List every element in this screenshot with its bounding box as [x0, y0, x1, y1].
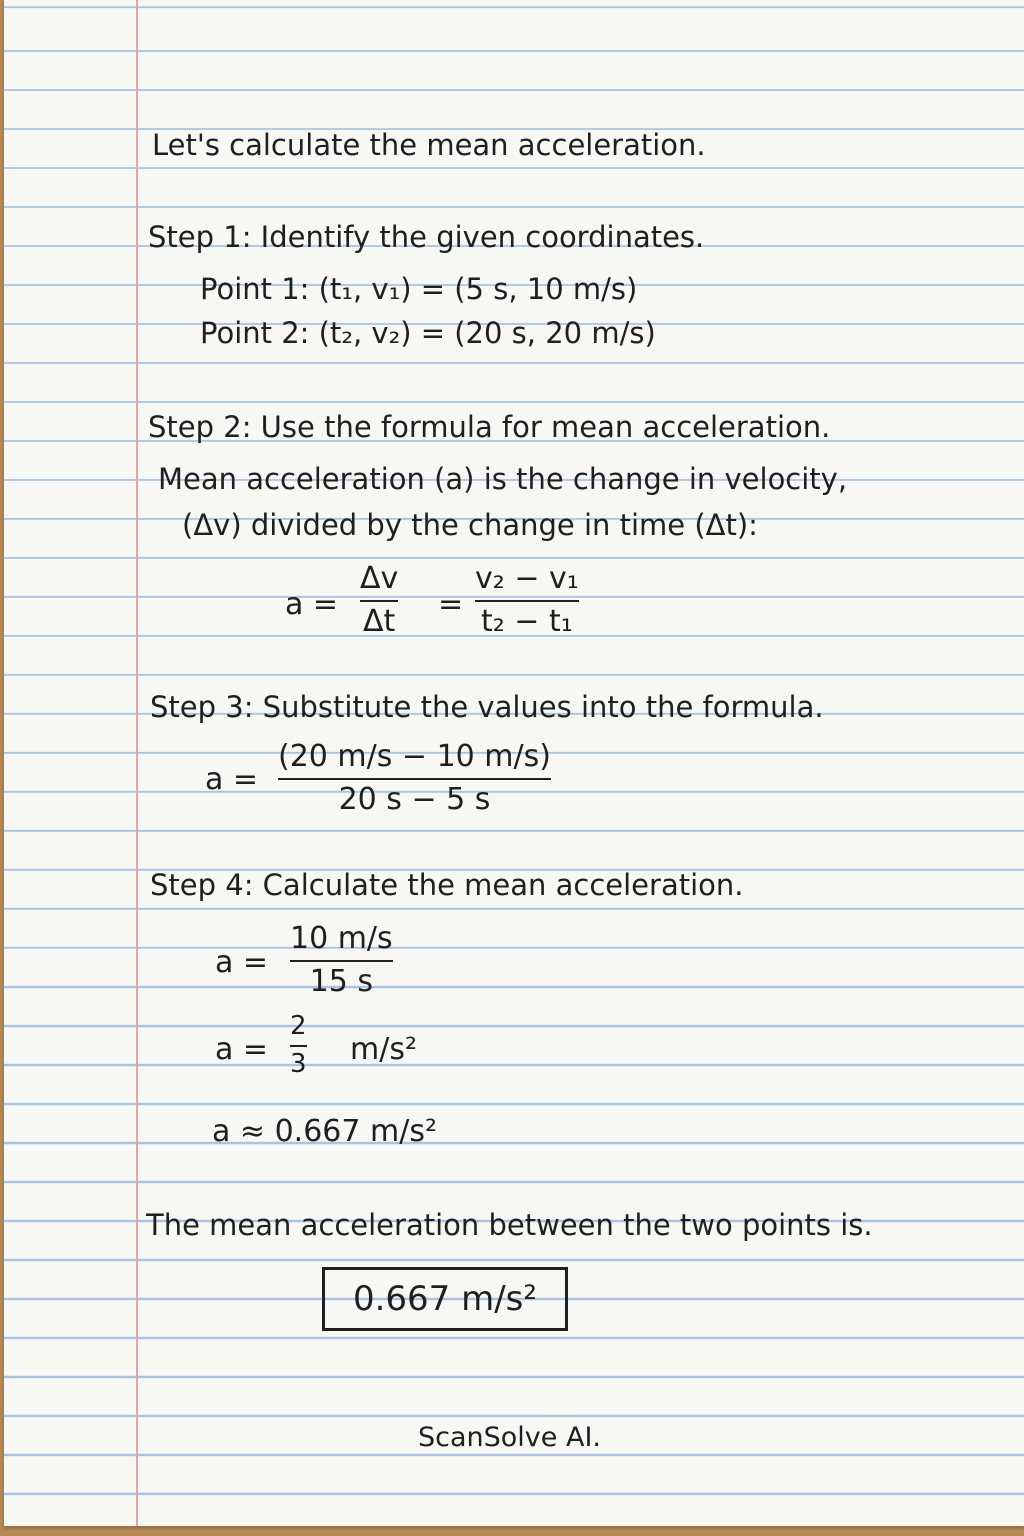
conclusion-text: The mean acceleration between the two points is.: [146, 1208, 873, 1242]
final-answer-box: 0.667 m/s²: [322, 1267, 568, 1331]
step4-fraction-2: [290, 1012, 307, 1080]
fraction-denominator: 20 s − 5 s: [338, 781, 491, 817]
fraction-denominator: 3: [290, 1048, 307, 1079]
step4-fraction-1: [290, 922, 393, 999]
fraction-numerator: v₂ − v₁: [475, 561, 579, 596]
fraction-numerator: Δv: [360, 561, 399, 596]
formula-equals: =: [438, 587, 464, 622]
fraction-numerator: (20 m/s − 10 m/s): [278, 739, 551, 774]
fraction-bar: [278, 778, 551, 780]
fraction-denominator: t₂ − t₁: [480, 603, 573, 639]
fraction-bar: [360, 600, 398, 602]
footer-brand: ScanSolve AI.: [418, 1422, 601, 1453]
step4-line2-lhs: a =: [215, 1032, 269, 1067]
step1-heading: Step 1: Identify the given coordinates.: [148, 220, 705, 254]
point2-text: Point 2: (t₂, v₂) = (20 s, 20 m/s): [200, 316, 656, 350]
step4-line1-lhs: a =: [215, 945, 269, 980]
fraction-bar: [290, 1045, 307, 1047]
step2-heading: Step 2: Use the formula for mean acceleration.: [148, 410, 831, 444]
step3-fraction: [278, 740, 551, 817]
formula-lhs: a =: [285, 587, 339, 622]
step4-heading: Step 4: Calculate the mean acceleration.: [150, 868, 744, 902]
formula-fraction-values: [475, 562, 579, 639]
fraction-numerator: 10 m/s: [290, 921, 393, 956]
margin-line: [136, 0, 138, 1526]
step4-line2-unit: m/s²: [350, 1032, 417, 1067]
formula-fraction-delta: [360, 562, 398, 639]
step3-lhs: a =: [205, 762, 259, 797]
fraction-bar: [475, 600, 579, 602]
fraction-numerator: 2: [290, 1011, 307, 1041]
step3-heading: Step 3: Substitute the values into the formula.: [150, 690, 824, 724]
step2-desc-line2: (Δv) divided by the change in time (Δt):: [182, 508, 758, 542]
fraction-denominator: 15 s: [309, 963, 373, 999]
fraction-bar: [290, 960, 393, 962]
step4-line3: a ≈ 0.667 m/s²: [212, 1114, 437, 1149]
step2-desc-line1: Mean acceleration (a) is the change in velocity,: [158, 462, 848, 496]
intro-text: Let's calculate the mean acceleration.: [152, 128, 706, 162]
fraction-denominator: Δt: [362, 603, 396, 639]
point1-text: Point 1: (t₁, v₁) = (5 s, 10 m/s): [200, 272, 638, 306]
